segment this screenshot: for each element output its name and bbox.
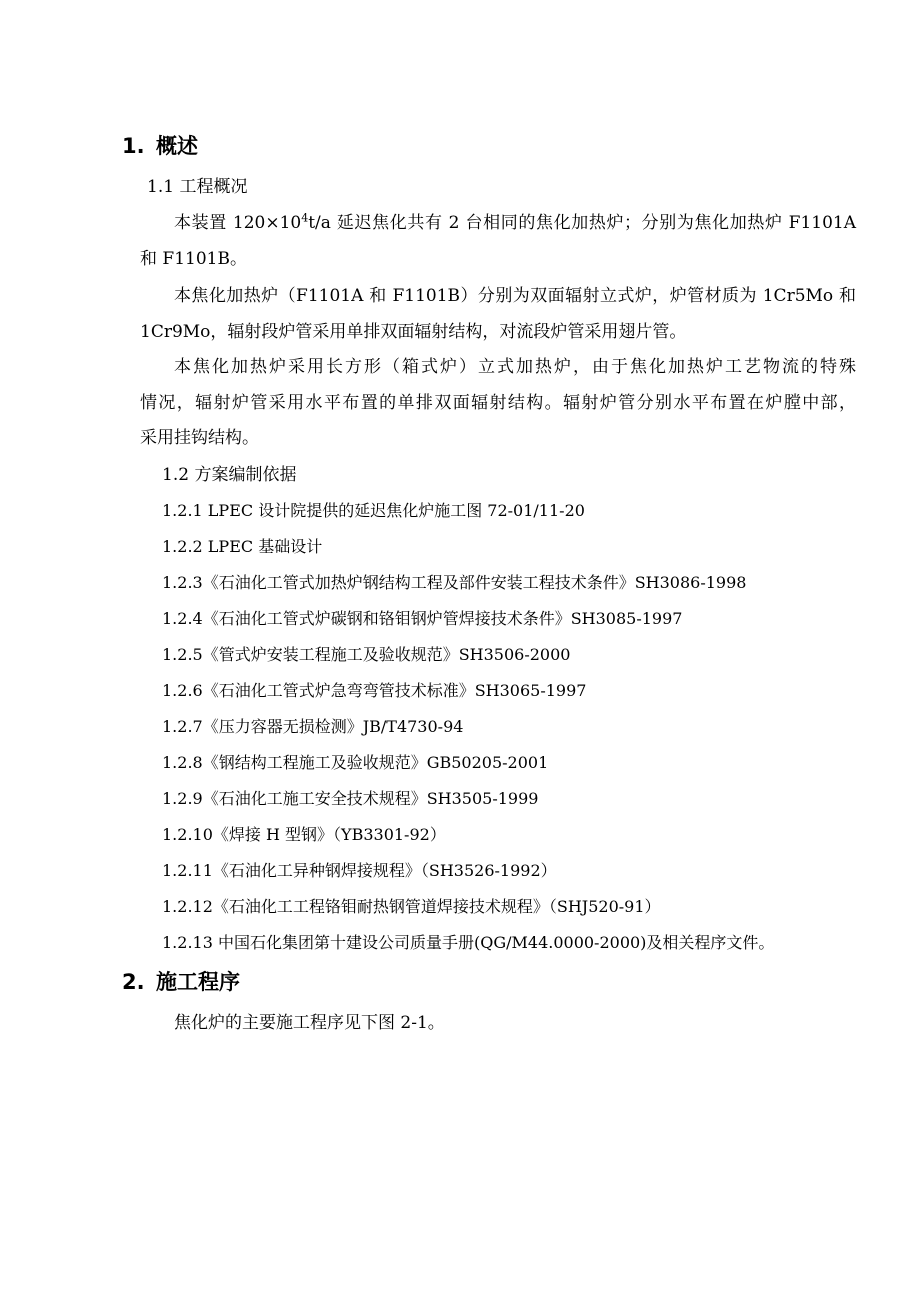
reference-item-9: 1.2.9《石油化工施工安全技术规程》SH3505-1999 [162, 789, 539, 808]
paragraph-1-text-b: t/a 延迟焦化共有 2 台相同的焦化加热炉；分别为焦化加热炉 F1101A [308, 213, 856, 233]
paragraph-1-line-1 [174, 211, 856, 235]
reference-item-1: 1.2.1 LPEC 设计院提供的延迟焦化炉施工图 72-01/11-20 [162, 501, 585, 520]
reference-item-2: 1.2.2 LPEC 基础设计 [162, 537, 323, 556]
reference-item-7: 1.2.7《压力容器无损检测》JB/T4730-94 [162, 717, 464, 736]
section-2-number: 2. [122, 970, 145, 994]
section-2-title: 施工程序 [156, 970, 240, 994]
reference-item-6: 1.2.6《石油化工管式炉急弯弯管技术标准》SH3065-1997 [162, 681, 587, 700]
reference-item-10: 1.2.10《焊接 H 型钢》（YB3301-92） [162, 825, 446, 844]
paragraph-1-text-a: 本装置 120×10 [174, 213, 302, 233]
reference-item-8: 1.2.8《钢结构工程施工及验收规范》GB50205-2001 [162, 753, 549, 772]
section-1-title: 概述 [156, 134, 198, 158]
reference-item-11: 1.2.11《石油化工异种钢焊接规程》（SH3526-1992） [162, 861, 557, 880]
reference-item-12: 1.2.12《石油化工工程铬钼耐热钢管道焊接技术规程》（SHJ520-91） [162, 897, 661, 916]
reference-item-3: 1.2.3《石油化工管式加热炉钢结构工程及部件安装工程技术条件》SH3086-1998 [162, 573, 747, 592]
paragraph-1-superscript: 4 [301, 211, 309, 225]
paragraph-3-line-2: 情况，辐射炉管采用水平布置的单排双面辐射结构。辐射炉管分别水平布置在炉膛中部， [140, 393, 856, 413]
section-2-body: 焦化炉的主要施工程序见下图 2-1。 [174, 1013, 445, 1033]
paragraph-3-line-1: 本焦化加热炉采用长方形（箱式炉）立式加热炉，由于焦化加热炉工艺物流的特殊 [174, 357, 856, 377]
reference-item-5: 1.2.5《管式炉安装工程施工及验收规范》SH3506-2000 [162, 645, 571, 664]
subsection-1-1-heading: 1.1 工程概况 [147, 177, 248, 197]
section-1-heading [122, 132, 198, 160]
paragraph-1-line-2: 和 F1101B。 [140, 249, 247, 269]
paragraph-2-line-1: 本焦化加热炉（F1101A 和 F1101B）分别为双面辐射立式炉，炉管材质为 1Cr5Mo 和 [174, 286, 856, 306]
reference-item-4: 1.2.4《石油化工管式炉碳钢和铬钼钢炉管焊接技术条件》SH3085-1997 [162, 609, 683, 628]
subsection-1-2-heading: 1.2 方案编制依据 [162, 465, 297, 485]
paragraph-2-line-2: 1Cr9Mo，辐射段炉管采用单排双面辐射结构，对流段炉管采用翅片管。 [140, 322, 687, 342]
reference-item-13: 1.2.13 中国石化集团第十建设公司质量手册(QG/M44.0000-2000)及相关程序文件。 [162, 933, 775, 952]
section-2-heading [122, 968, 240, 996]
section-1-number: 1. [122, 134, 145, 158]
paragraph-3-line-3: 采用挂钩结构。 [140, 428, 259, 448]
